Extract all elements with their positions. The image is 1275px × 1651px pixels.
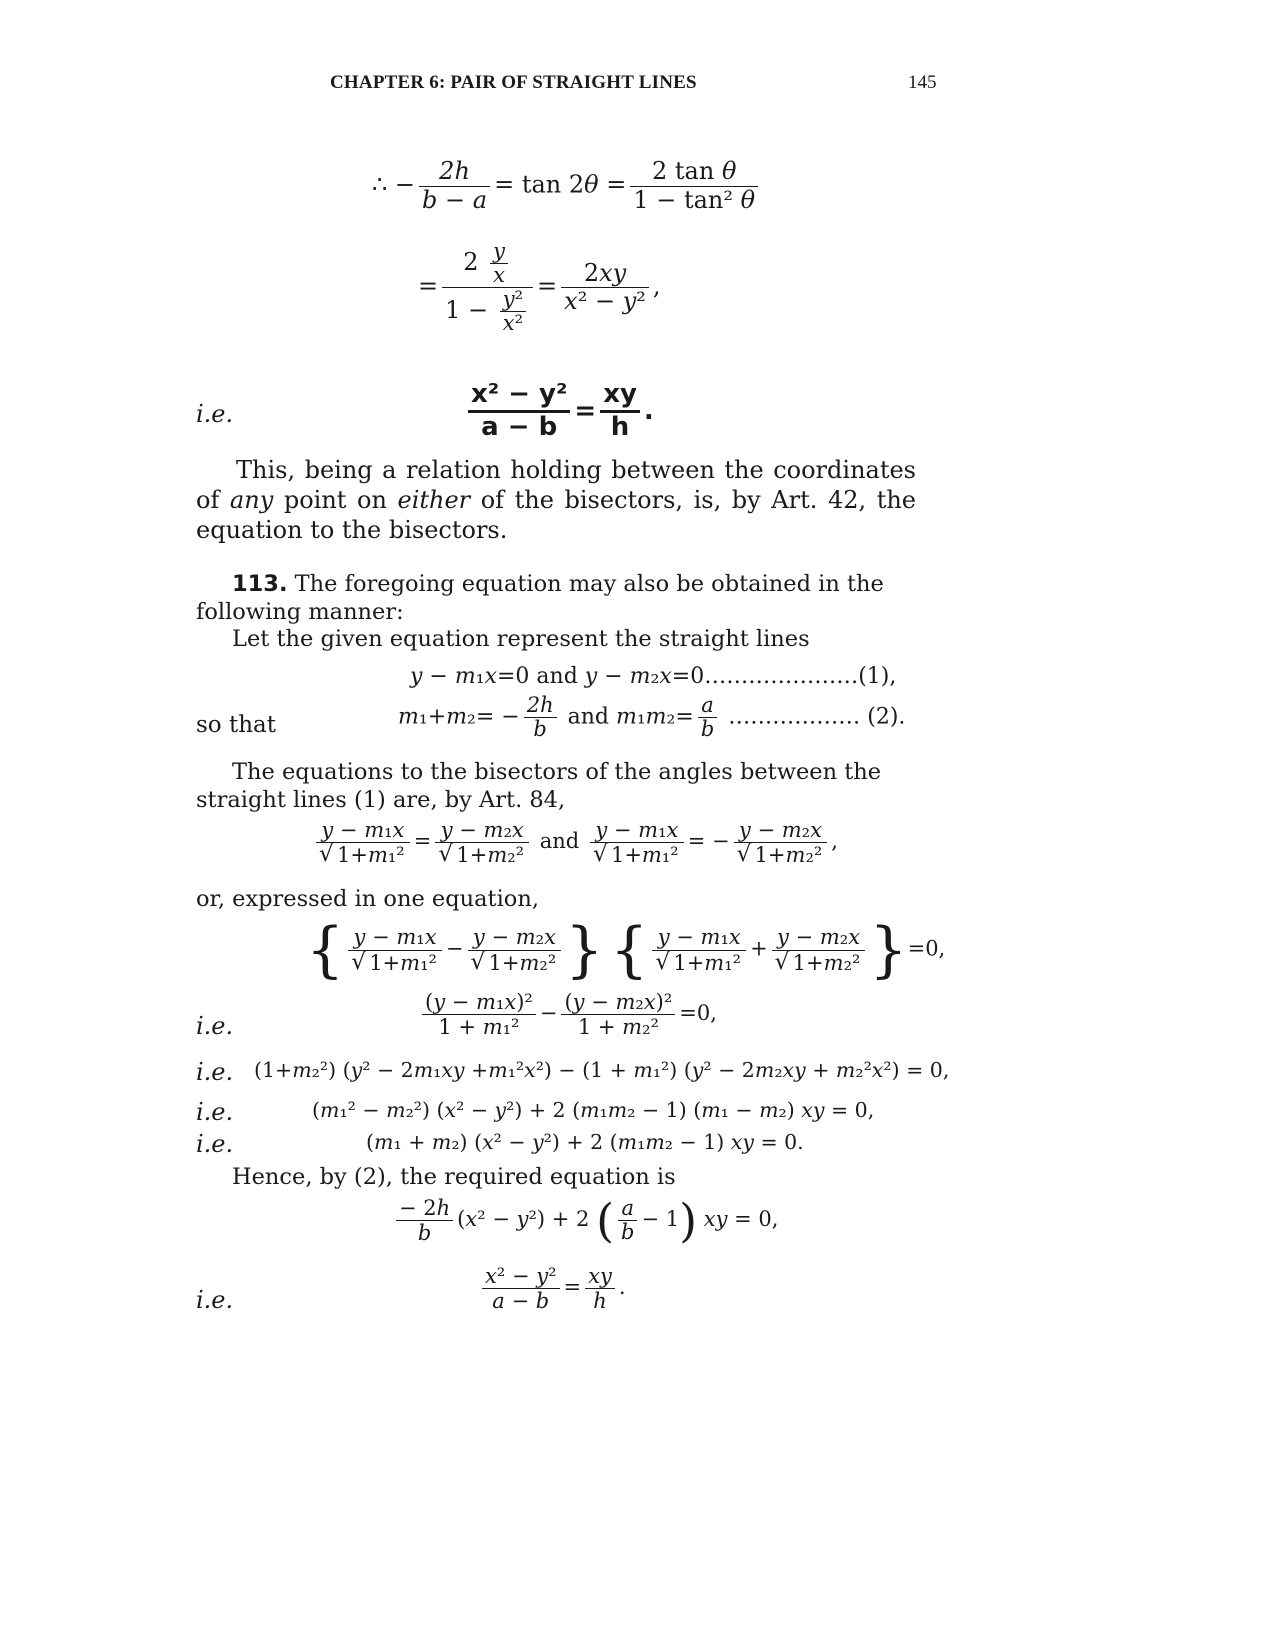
page-header <box>0 72 1275 102</box>
equation-bisectors-sqrt: y − m₁x √ 1+m₁² = y − m₂x √ 1+m₂² and y − m₁x √ 1+m₁² = − y − m₂x √ 1+m₂² , <box>312 818 838 867</box>
ie-label: i.e. <box>196 400 234 428</box>
ie-label: i.e. <box>196 1286 234 1314</box>
page-number: 145 <box>908 72 937 93</box>
article-number: 113. <box>232 571 288 597</box>
ie-label: i.e. <box>196 1098 234 1126</box>
paragraph-relation: This, being a relation holding between the coordinates of any point on either of the bisectors, is, by Art. 42, the equation to the bisectors. <box>196 456 916 544</box>
paragraph-let-given: Let the given equation represent the straight lines <box>232 626 810 652</box>
running-head: CHAPTER 6: PAIR OF STRAIGHT LINES <box>330 72 697 93</box>
equation-tan-2theta: ∴ − $\frac{2h}{b - a}$ = tan 2θ = $\frac{\text{2 tan θ}}{\text{1 − tan² θ}}$ <box>372 158 762 214</box>
equation-substituted: $\frac{- 2h}{b}$ (x² − y²) + 2 ( $\frac{a}{b}$ − 1) xy = 0, <box>392 1196 778 1245</box>
ie-label: i.e. <box>196 1058 234 1086</box>
equation-expanded: (1+m₂²) (y² − 2m₁xy +m₁²x²) − (1 + m₁²) (y² − 2m₂xy + m₂²x²) = 0, <box>254 1058 950 1082</box>
ie-label: i.e. <box>196 1130 234 1158</box>
ie-label: i.e. <box>196 1012 234 1040</box>
equation-lines-1: y − m₁x=0 and y − m₂x=0…………………(1), <box>410 664 897 689</box>
equation-final: $\frac{\text{x² − y²}}{a - b}$ = $\frac{xy}{h}$ . <box>478 1264 626 1313</box>
bisector-equation-bold: $\frac{\text{x² − y²}}{a - b}$ = $\frac{xy}{h}$ . <box>464 380 654 443</box>
paragraph-bisectors-equations: The equations to the bisectors of the angles between the straight lines (1) are, by Art. 84, <box>196 759 882 813</box>
equation-sum-product-2: m₁+m₂= − $\frac{2h}{b}$ and m₁m₂= $\frac{a}{b}$ ……………… (2). <box>398 693 906 742</box>
paragraph-one-equation: or, expressed in one equation, <box>196 886 539 912</box>
equation-combined-braces: { y − m₁x √ 1+m₁² − y − m₂x √ 1+m₂² } { y − m₁x √ 1+m₁² + y − m₂x √ 1+m₂² }=0, <box>306 920 945 980</box>
equation-squared-fractions: $\frac{\text{(y − m₁x)²}}{\text{1 + m₁²}}$ − $\frac{\text{(y − m₂x)²}}{\text{1 + m₂²}}$ =0, <box>418 990 717 1039</box>
paragraph-hence: Hence, by (2), the required equation is <box>232 1164 676 1190</box>
equation-reduced: (m₁ + m₂) (x² − y²) + 2 (m₁m₂ − 1) xy = 0. <box>366 1130 804 1154</box>
so-that-label: so that <box>196 712 276 738</box>
equation-substitution: = 2 $\frac{y}{x}$ 1 − $\frac{\text{y²}}{\text{x²}}$ = $\frac{2xy}{\text{x² − y²}}$ , <box>418 239 661 336</box>
article-113-intro: 113. The foregoing equation may also be obtained in the following manner: <box>196 571 884 625</box>
equation-factored: (m₁² − m₂²) (x² − y²) + 2 (m₁m₂ − 1) (m₁ − m₂) xy = 0, <box>312 1098 875 1122</box>
